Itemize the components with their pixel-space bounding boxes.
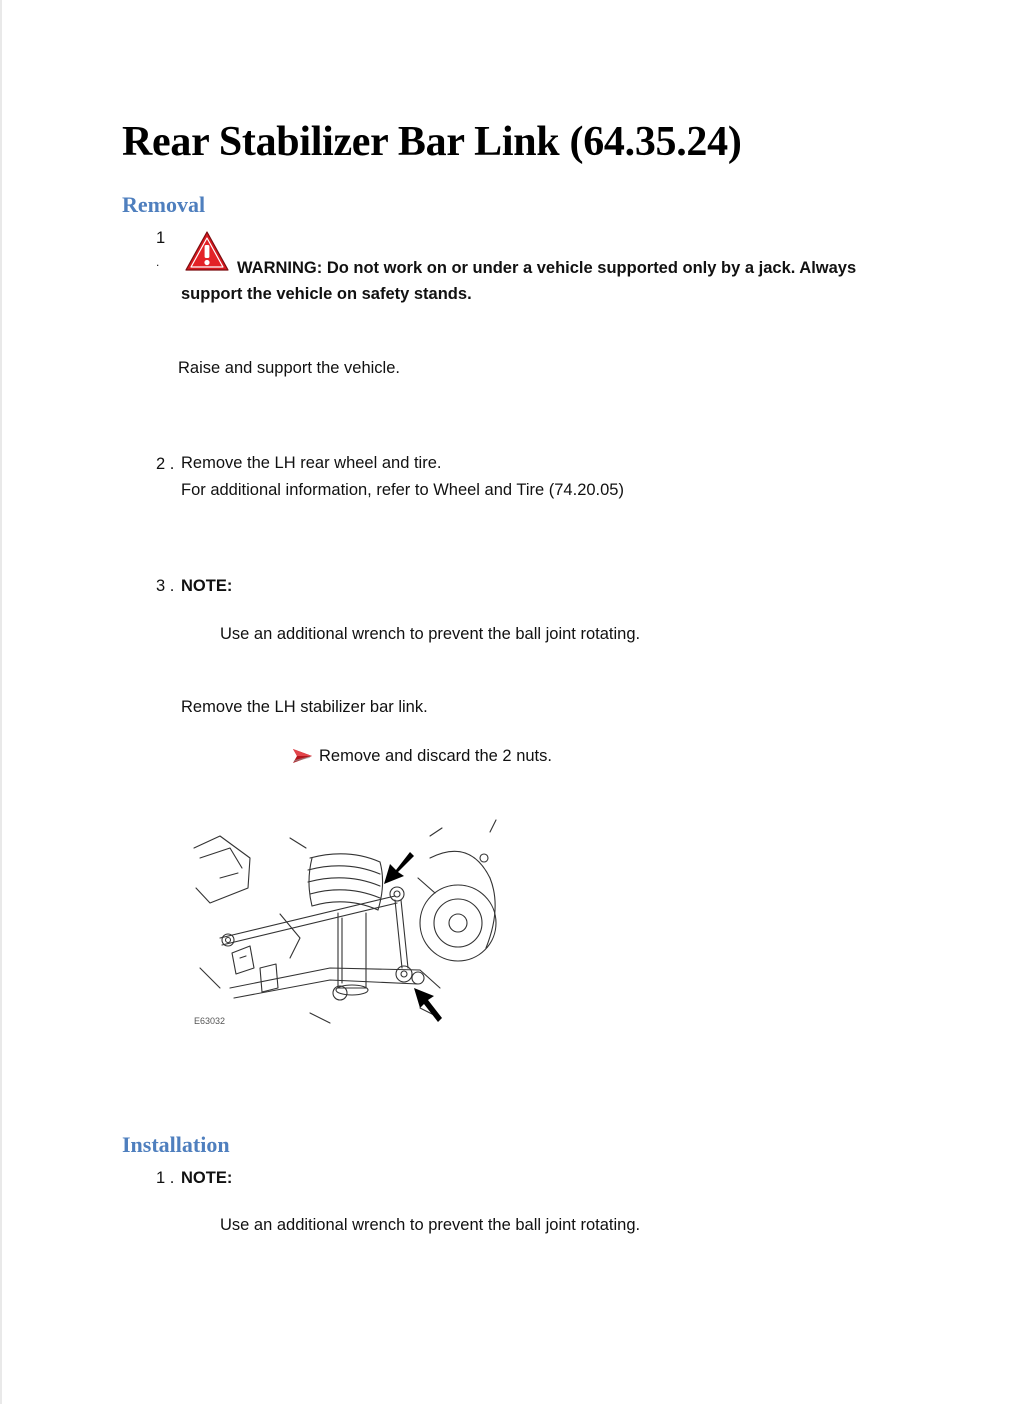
step-3-text: Remove the LH stabilizer bar link. [181, 698, 428, 716]
page-edge [0, 0, 2, 1404]
step-2-reference: For additional information, refer to Wheel and Tire (74.20.05) [181, 481, 624, 499]
step-1-dot: . [156, 255, 160, 269]
warning-text-line2: support the vehicle on safety stands. [181, 285, 472, 303]
warning-text-line1: WARNING: Do not work on or under a vehicle supported only by a jack. Always [237, 259, 857, 277]
install-step-1-note-text: Use an additional wrench to prevent the ball joint rotating. [220, 1216, 641, 1234]
install-step-1-number: 1 . [156, 1169, 175, 1187]
step-3-number: 3 . [156, 577, 175, 595]
step-3-note-label: NOTE: [181, 577, 233, 595]
install-step-1-note-label: NOTE: [181, 1169, 233, 1187]
warning-triangle-icon [184, 229, 230, 273]
step-2-text: Remove the LH rear wheel and tire. [181, 454, 442, 472]
red-arrow-icon [290, 747, 314, 765]
step-3-note-text: Use an additional wrench to prevent the ball joint rotating. [220, 625, 641, 643]
suspension-illustration [190, 818, 504, 1028]
installation-heading: Installation [122, 1132, 230, 1157]
step-1-number: 1 [156, 229, 166, 247]
step-1-text: Raise and support the vehicle. [178, 359, 400, 377]
step-3-bullet-text: Remove and discard the 2 nuts. [319, 747, 552, 765]
figure-id-label: E63032 [194, 1016, 226, 1026]
page-title: Rear Stabilizer Bar Link (64.35.24) [122, 119, 742, 165]
step-2-number: 2 . [156, 455, 175, 473]
removal-heading: Removal [122, 192, 206, 217]
